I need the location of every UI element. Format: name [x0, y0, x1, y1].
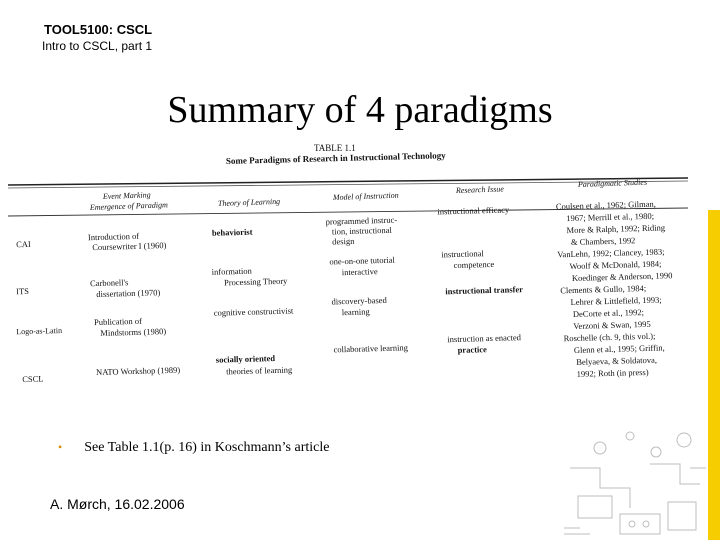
table-title: Some Paradigms of Research in Instructional Technology: [225, 150, 446, 166]
row-label: CAI: [15, 238, 31, 250]
row-event-line1: Carbonell's: [89, 277, 129, 289]
row-event-line2: Mindstorms (1980): [100, 326, 167, 338]
row-model: collaborative learning: [333, 342, 409, 355]
row-event: NATO Workshop (1989): [95, 364, 181, 378]
study-line: Woolf & McDonald, 1984;: [569, 258, 662, 272]
deco-circle: [594, 442, 606, 454]
study-line: & Chambers, 1992: [570, 235, 636, 248]
study-line: Roschelle (ch. 9, this vol.);: [563, 330, 656, 344]
row-model-line2: learning: [341, 306, 370, 318]
bullet-item: [58, 440, 329, 456]
row-model-line1: discovery-based: [331, 294, 387, 307]
column-header-studies: Paradigmatic Studies: [577, 177, 648, 189]
bullet-text: See Table 1.1(p. 16) in Koschmann’s article: [84, 440, 330, 455]
deco-circle: [629, 521, 635, 527]
deco-path: [570, 464, 700, 508]
row-issue: instructional efficacy: [437, 204, 510, 217]
row-theory-line2: Processing Theory: [223, 275, 288, 288]
row-model-line1: one-on-one tutorial: [329, 254, 395, 267]
study-line: Coulsen et al., 1962; Gilman,: [555, 198, 656, 212]
bullet-icon: •: [58, 440, 63, 454]
row-event-line1: Introduction of: [87, 230, 140, 243]
row-theory-line2: theories of learning: [225, 364, 293, 377]
table-row-logo: [15, 284, 524, 340]
table-row-cai: [15, 204, 510, 255]
row-theory: behaviorist: [211, 226, 253, 238]
row-model-line1: programmed instruc-: [325, 214, 398, 227]
study-line: More & Ralph, 1992; Riding: [566, 222, 666, 236]
row-model-line2: tion, instructional: [331, 224, 392, 237]
row-issue-line2: competence: [453, 258, 495, 271]
column-header-issue: Research Issue: [455, 184, 504, 195]
study-line: VanLehn, 1992; Clancey, 1983;: [557, 246, 665, 260]
study-line: Verzoni & Swan, 1995: [573, 318, 651, 331]
deco-circle: [643, 521, 649, 527]
deco-box: [578, 496, 612, 518]
row-issue-line1: instruction as enacted: [447, 332, 522, 345]
row-issue-line2: practice: [457, 344, 488, 355]
row-issue: instructional transfer: [445, 284, 524, 297]
column-header-event-2: Emergence of Paradigm: [89, 200, 168, 212]
row-model-line2: interactive: [341, 266, 378, 278]
footer-author-date: A. Mørch, 16.02.2006: [50, 496, 185, 512]
study-line: Lehrer & Littlefield, 1993;: [570, 294, 662, 308]
row-issue-line1: instructional: [441, 248, 484, 260]
study-line: 1967; Merrill et al., 1980;: [566, 210, 655, 224]
row-event-line2: Coursewriter I (1960): [92, 240, 167, 253]
row-event-line2: dissertation (1970): [96, 287, 161, 300]
deco-circle: [626, 432, 634, 440]
column-header-theory: Theory of Learning: [217, 196, 281, 208]
row-theory-line1: information: [211, 265, 252, 277]
course-code: TOOL5100: CSCL: [44, 22, 153, 37]
column-header-model: Model of Instruction: [332, 190, 399, 202]
row-theory: cognitive constructivist: [213, 305, 294, 318]
row-label: Logo-as-Latin: [16, 325, 63, 337]
scanned-table: [8, 140, 688, 412]
accent-stripe: [708, 210, 720, 540]
course-subtitle: Intro to CSCL, part 1: [42, 39, 153, 53]
deco-circle: [651, 447, 661, 457]
study-line: Koedinger & Anderson, 1990: [571, 270, 673, 284]
table-studies-column: [556, 198, 676, 379]
study-line: DeCorte et al., 1992;: [572, 307, 645, 319]
table-row-cscl: [21, 332, 522, 384]
row-event-line1: Publication of: [93, 315, 143, 328]
row-label: ITS: [16, 285, 30, 297]
decorative-graphic: [560, 418, 708, 540]
column-header-event: Event Marking: [102, 190, 151, 201]
study-line: Glenn et al., 1995; Griffin,: [573, 342, 665, 355]
deco-box: [668, 502, 696, 530]
deco-box: [620, 514, 660, 534]
table-caption: TABLE 1.1: [314, 143, 356, 153]
row-model-line3: design: [332, 235, 355, 247]
deco-circle: [677, 433, 691, 447]
study-line: 1992; Roth (in press): [576, 366, 649, 379]
slide-title: Summary of 4 paradigms: [167, 89, 553, 131]
row-label: CSCL: [22, 373, 44, 385]
study-line: Clements & Gullo, 1984;: [560, 282, 647, 296]
table-row-its: [15, 248, 495, 301]
row-theory-line1: socially oriented: [215, 353, 276, 365]
study-line: Belyaeva, & Soldatova,: [576, 354, 658, 367]
